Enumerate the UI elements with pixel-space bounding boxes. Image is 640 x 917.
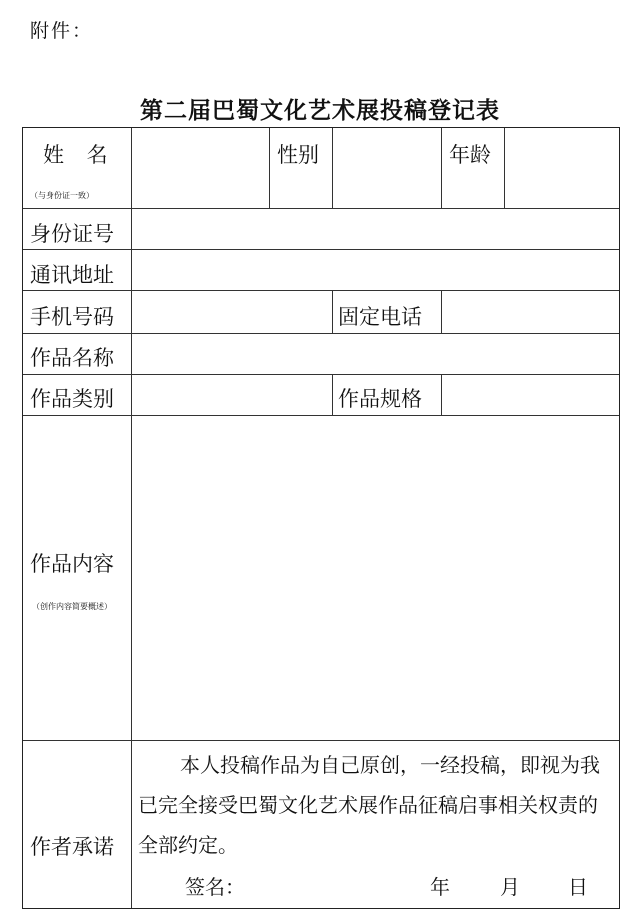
row-divider — [23, 249, 619, 250]
signature-year: 年 — [430, 875, 450, 899]
column-divider — [441, 374, 442, 415]
work-content-label: 作品内容 — [30, 552, 114, 576]
age-label: 年龄 — [449, 143, 491, 167]
work-title-label: 作品名称 — [30, 346, 114, 370]
row-divider — [23, 415, 619, 416]
pledge-paragraph: 本人投稿作品为自己原创，一经投稿，即视为我已完全接受巴蜀文化艺术展作品征稿启事相关权责的全部约定。 — [138, 753, 600, 857]
attachment-label: 附件： — [30, 20, 94, 42]
work-size-field[interactable] — [443, 376, 617, 413]
work-category-label: 作品类别 — [30, 387, 114, 411]
address-field[interactable] — [133, 251, 617, 288]
work-content-note: （创作内容简要概述） — [32, 602, 112, 611]
landline-field[interactable] — [443, 292, 617, 331]
column-divider — [332, 128, 333, 208]
name-label: 姓 名 — [43, 143, 116, 167]
row-divider — [23, 374, 619, 375]
mobile-label: 手机号码 — [30, 305, 114, 329]
work-content-field[interactable] — [133, 417, 617, 738]
column-divider — [504, 128, 505, 208]
column-divider — [269, 128, 270, 208]
column-divider — [441, 290, 442, 333]
gender-label: 性别 — [277, 143, 319, 167]
row-divider — [23, 740, 619, 741]
signature-field[interactable] — [245, 868, 415, 896]
mobile-field[interactable] — [133, 292, 330, 331]
signature-label: 签名： — [185, 875, 245, 899]
column-divider — [441, 128, 442, 208]
id-number-label: 身份证号 — [30, 222, 114, 246]
row-divider — [23, 333, 619, 334]
work-title-field[interactable] — [133, 335, 617, 372]
name-field[interactable] — [133, 130, 267, 206]
gender-field[interactable] — [334, 130, 439, 206]
column-divider — [332, 374, 333, 415]
name-note: （与身份证一致） — [30, 191, 94, 200]
form-title: 第二届巴蜀文化艺术展投稿登记表 — [140, 97, 500, 124]
signature-day: 日 — [568, 875, 588, 899]
work-size-label: 作品规格 — [338, 387, 422, 411]
row-divider — [23, 208, 619, 209]
id-number-field[interactable] — [133, 210, 617, 247]
pledge-label: 作者承诺 — [30, 835, 114, 859]
address-label: 通讯地址 — [30, 263, 114, 287]
column-divider — [332, 290, 333, 333]
pledge-text — [138, 745, 608, 865]
signature-month: 月 — [500, 875, 520, 899]
work-category-field[interactable] — [133, 376, 330, 413]
age-field[interactable] — [506, 130, 617, 206]
landline-label: 固定电话 — [338, 305, 422, 329]
column-divider — [131, 128, 132, 908]
row-divider — [23, 290, 619, 291]
